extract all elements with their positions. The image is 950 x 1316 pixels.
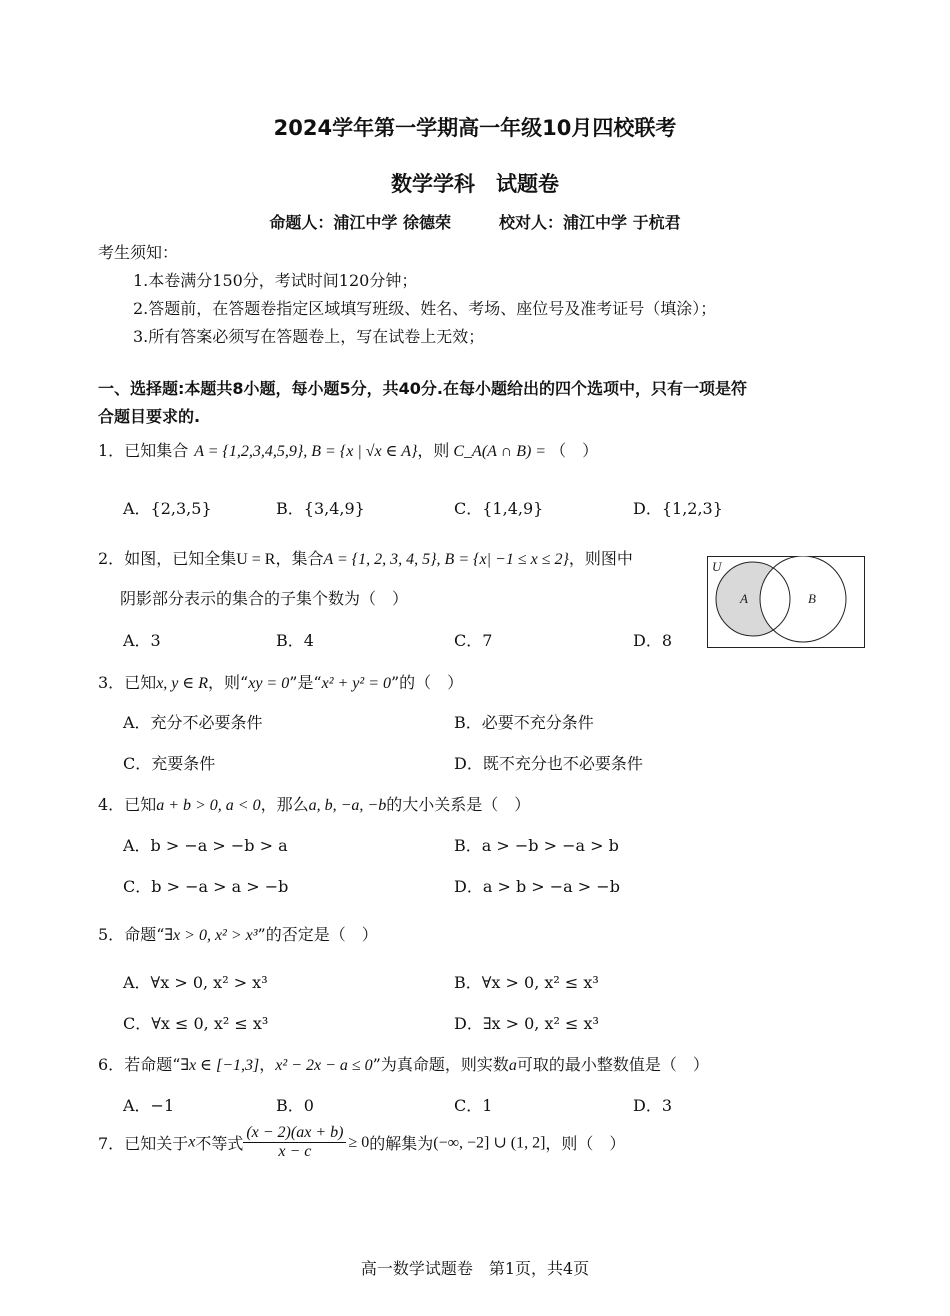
math-var: a — [508, 1057, 517, 1074]
option-d: D．既不充分也不必要条件 — [454, 754, 643, 773]
question-number: 4． — [98, 795, 125, 814]
question-number: 2． — [98, 549, 125, 568]
question-text: 命题“ — [124, 925, 165, 944]
option-d: D．3 — [633, 1096, 673, 1115]
question-text: 不等式 — [195, 1134, 244, 1153]
notice-item: 2.答题前，在答题卷指定区域填写班级、姓名、考场、座位号及准考证号（填涂）； — [133, 299, 717, 318]
question-6 — [98, 1052, 709, 1075]
question-2 — [98, 546, 633, 569]
math-universal-set: U = R — [236, 551, 276, 568]
math-condition: x, y ∈ R — [156, 675, 209, 692]
question-text: 的解集为 — [369, 1134, 434, 1153]
math-sets: A = {1, 2, 3, 4, 5}, B = {x| −1 ≤ x ≤ 2} — [323, 551, 569, 568]
question-3 — [98, 670, 463, 693]
math-interval: (−∞, −2] ∪ (1, 2] — [433, 1134, 546, 1152]
question-7 — [98, 1124, 625, 1161]
fraction — [243, 1124, 346, 1161]
option-a: A．∀x > 0, x² > x³ — [123, 973, 268, 992]
option-b: B．0 — [276, 1096, 314, 1115]
question-number: 7． — [98, 1134, 125, 1153]
question-4 — [98, 792, 530, 815]
math-vars: a, b, −a, −b — [308, 797, 387, 814]
question-text: 已知 — [124, 673, 157, 692]
notice-item: 3.所有答案必须写在答题卷上，写在试卷上无效； — [133, 327, 485, 346]
option-c: C．b > −a > a > −b — [123, 877, 289, 896]
b-label: B — [808, 591, 816, 606]
fraction-numerator: (x − 2)(ax + b) — [243, 1124, 346, 1143]
option-d: D．a > b > −a > −b — [454, 877, 620, 896]
option-a: A．3 — [123, 631, 161, 650]
math-ge: ≥ 0 — [348, 1133, 370, 1151]
question-number: 3． — [98, 673, 125, 692]
question-text: ”的否定是（ ） — [257, 925, 378, 944]
answer-blank: （ ） — [550, 441, 599, 460]
option-a: A．充分不必要条件 — [123, 713, 263, 732]
math-var: x — [188, 1133, 196, 1151]
question-text: 如图，已知全集 — [124, 549, 237, 568]
math-p: xy = 0 — [248, 675, 290, 692]
option-a: A．{2,3,5} — [123, 499, 212, 518]
question-text: ，则 — [417, 441, 450, 460]
question-5 — [98, 922, 378, 945]
notice-item: 1.本卷满分150分，考试时间120分钟； — [133, 271, 418, 290]
math-expression: ∃x > 0, x² > x³ — [164, 927, 258, 944]
option-b: B．a > −b > −a > b — [454, 836, 619, 855]
option-a: A．−1 — [123, 1096, 175, 1115]
math-expression: ∃x ∈ [−1,3] — [180, 1057, 260, 1074]
option-d: D．8 — [633, 631, 673, 650]
option-c: C．1 — [454, 1096, 493, 1115]
venn-diagram — [707, 556, 865, 648]
u-label: U — [712, 559, 722, 574]
question-text: ，则（ ） — [545, 1134, 626, 1153]
exam-authors: 命题人：浦江中学 徐德荣 校对人：浦江中学 于杭君 — [269, 213, 681, 232]
question-text: ，则“ — [208, 673, 249, 692]
set-b-circle — [760, 556, 846, 642]
fraction-denominator: x − c — [278, 1143, 312, 1160]
question-text: ”为真命题，则实数 — [372, 1055, 509, 1074]
question-text: ”的（ ） — [390, 673, 464, 692]
question-text: ， — [259, 1055, 276, 1074]
math-condition: a + b > 0, a < 0 — [156, 797, 261, 814]
option-b: B．∀x > 0, x² ≤ x³ — [454, 973, 599, 992]
notice-heading: 考生须知： — [98, 243, 179, 262]
question-text: 已知集合 — [124, 441, 189, 460]
option-c: C．充要条件 — [123, 754, 216, 773]
question-text: 可取的最小整数值是（ ） — [516, 1055, 709, 1074]
math-expression: C_A(A ∩ B) = — [453, 443, 547, 460]
page-footer: 高一数学试题卷 第1页，共4页 — [360, 1259, 590, 1278]
exam-subtitle: 数学学科 试题卷 — [391, 172, 559, 196]
section-heading-line1: 一、选择题:本题共8小题，每小题5分，共40分.在每小题给出的四个选项中，只有一项是符 — [98, 379, 748, 398]
question-1 — [98, 438, 598, 461]
question-text: ，则图中 — [568, 549, 633, 568]
question-number: 5． — [98, 925, 125, 944]
math-sets: A = {1,2,3,4,5,9}, B = {x | √x ∈ A} — [194, 443, 418, 460]
option-d: D．{1,2,3} — [633, 499, 723, 518]
option-a: A．b > −a > −b > a — [123, 836, 288, 855]
math-expression: x² − 2x − a ≤ 0 — [275, 1057, 373, 1074]
math-q: x² + y² = 0 — [321, 675, 391, 692]
option-b: B．4 — [276, 631, 314, 650]
question-text: 的大小关系是（ ） — [386, 795, 531, 814]
question-text: ，集合 — [275, 549, 324, 568]
question-text: 已知关于 — [124, 1134, 189, 1153]
option-d: D．∃x > 0, x² ≤ x³ — [454, 1014, 599, 1033]
question-text: ”是“ — [289, 673, 322, 692]
question-text: 若命题“ — [124, 1055, 181, 1074]
question-text: ，那么 — [260, 795, 309, 814]
a-label: A — [740, 591, 748, 606]
option-b: B．必要不充分条件 — [454, 713, 594, 732]
option-b: B．{3,4,9} — [276, 499, 365, 518]
question-2-line2: 阴影部分表示的集合的子集个数为（ ） — [120, 589, 409, 608]
option-c: C．7 — [454, 631, 493, 650]
exam-title: 2024学年第一学期高一年级10月四校联考 — [273, 116, 677, 140]
question-number: 6． — [98, 1055, 125, 1074]
question-number: 1． — [98, 441, 125, 460]
section-heading-line2: 合题目要求的. — [98, 407, 201, 426]
option-c: C．∀x ≤ 0, x² ≤ x³ — [123, 1014, 269, 1033]
option-c: C．{1,4,9} — [454, 499, 544, 518]
question-text: 已知 — [124, 795, 157, 814]
